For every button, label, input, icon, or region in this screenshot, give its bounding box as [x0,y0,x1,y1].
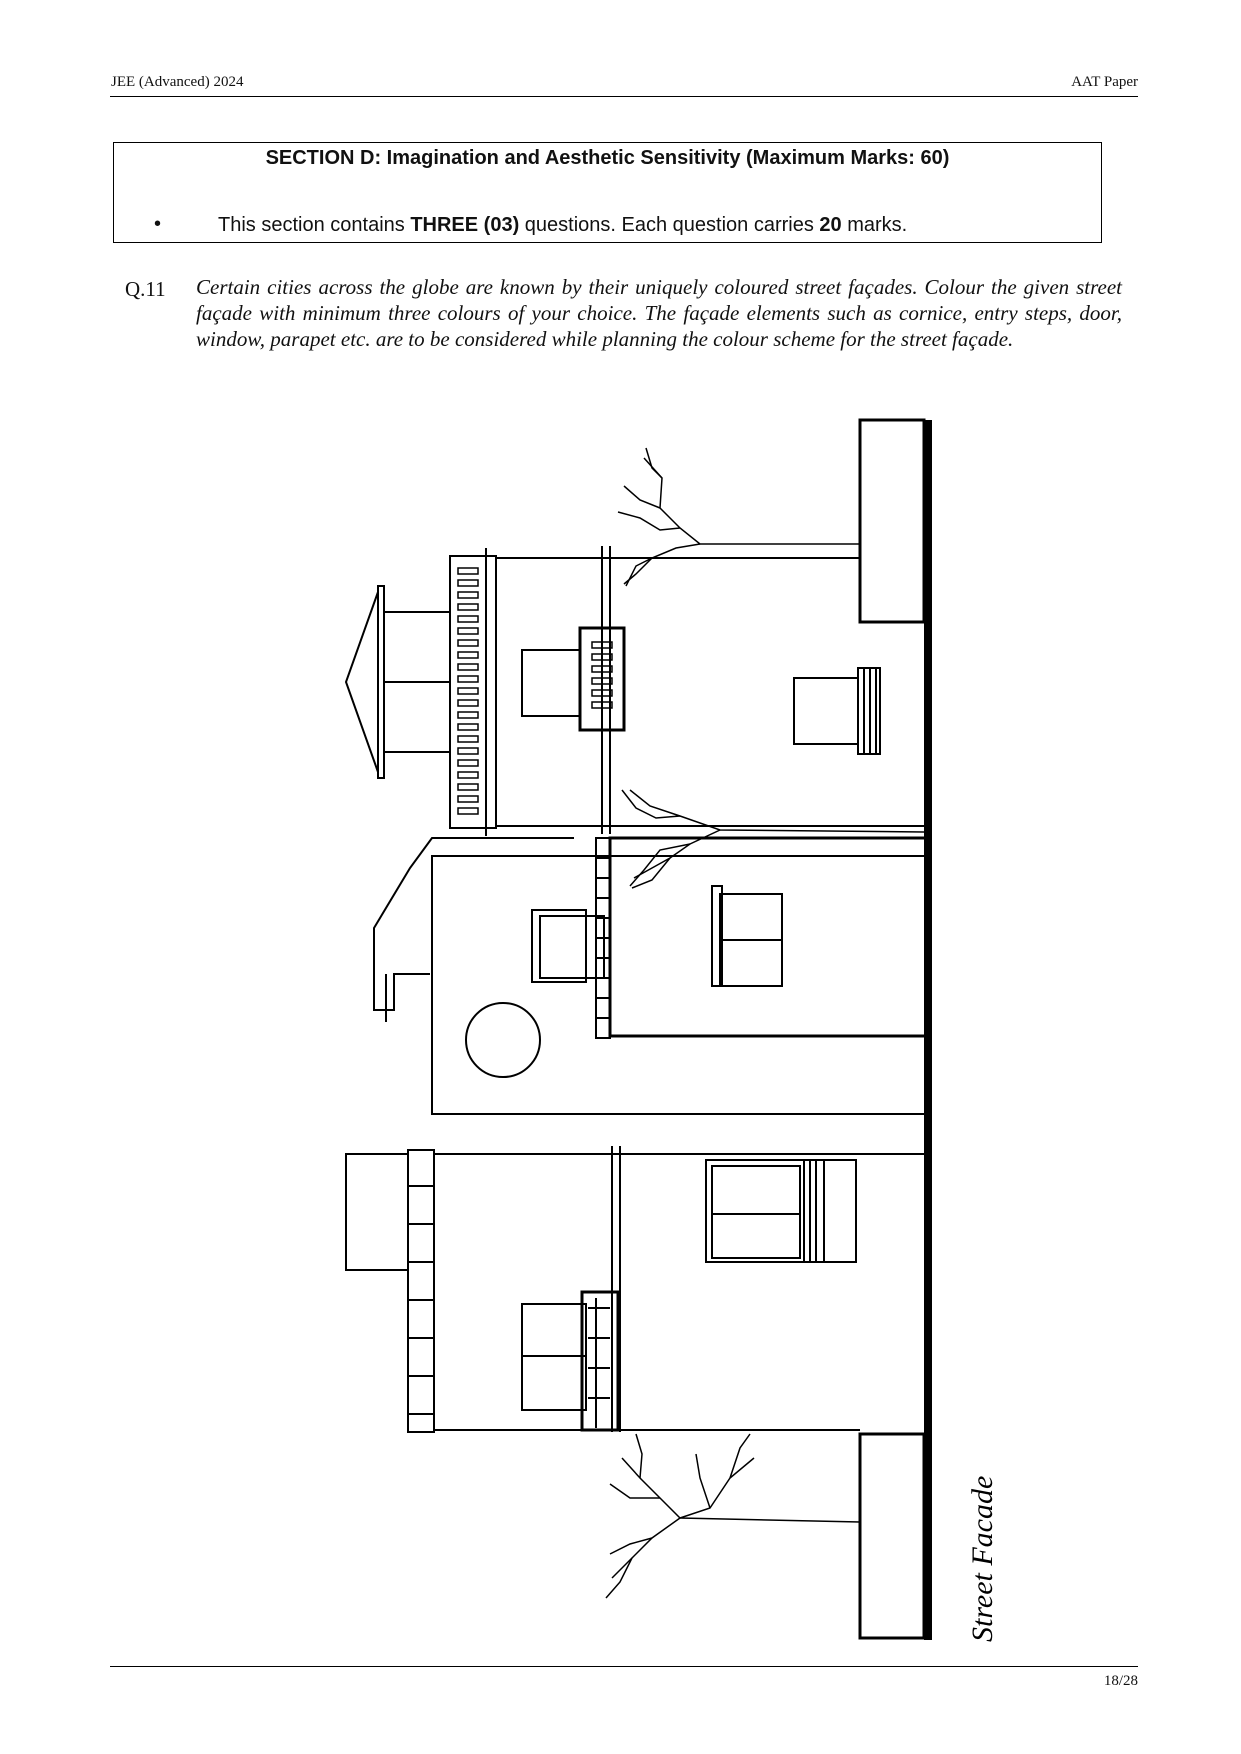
instruction-question-count: THREE (03) [410,214,520,236]
building-1-door [794,678,858,744]
page-number: 18/28 [1103,1673,1138,1689]
tree-top [618,448,860,586]
building-3 [346,1146,924,1432]
building-3-door [706,1160,856,1262]
building-1-roof-canopy [346,592,378,772]
building-1-window [522,650,580,716]
instruction-text-3: marks. [841,214,908,236]
building-3-steps [804,1160,824,1262]
instruction-text-1: This section contains [218,214,411,236]
instruction-marks: 20 [819,214,842,236]
top-boundary-wall [860,420,924,622]
building-2-window [540,916,604,978]
building-3-side-block [346,1154,408,1270]
section-instruction-line [218,214,907,237]
tree-bottom [606,1434,860,1598]
header-paper-name: AAT Paper [1071,74,1138,90]
instruction-text-2: questions. Each question carries [519,214,820,236]
section-instructions-box [113,142,1102,243]
building-2-body [432,856,926,1114]
header-exam-title: JEE (Advanced) 2024 [111,74,244,90]
bullet-icon: • [154,213,162,235]
building-2-round-window [466,1003,540,1077]
building-1-railing [458,568,478,814]
footer-divider [110,1666,1138,1667]
section-title: SECTION D: Imagination and Aesthetic Sensitivity (Maximum Marks: 60) [265,147,950,169]
building-1 [346,546,924,836]
building-2-pediment [374,838,574,1010]
building-1-parapet [450,556,496,828]
header-divider [110,96,1138,97]
street-facade-drawing [260,418,999,1648]
bottom-boundary-wall [860,1434,924,1638]
question-text: Certain cities across the globe are known by their uniquely coloured street façades. Colour the given street façade with minimum three colours of your choice. The façade elements such as cornice, entry steps, door, window, parapet etc. are to be considered while planning the colour scheme for the street façade. [196,275,1122,351]
building-2 [374,838,926,1114]
building-3-parapet [408,1150,434,1432]
building-2-annex [610,838,926,1036]
question-number: Q.11 [125,277,166,301]
street-facade-label: Street Facade [966,1475,999,1642]
street-facade-figure [260,418,999,1653]
